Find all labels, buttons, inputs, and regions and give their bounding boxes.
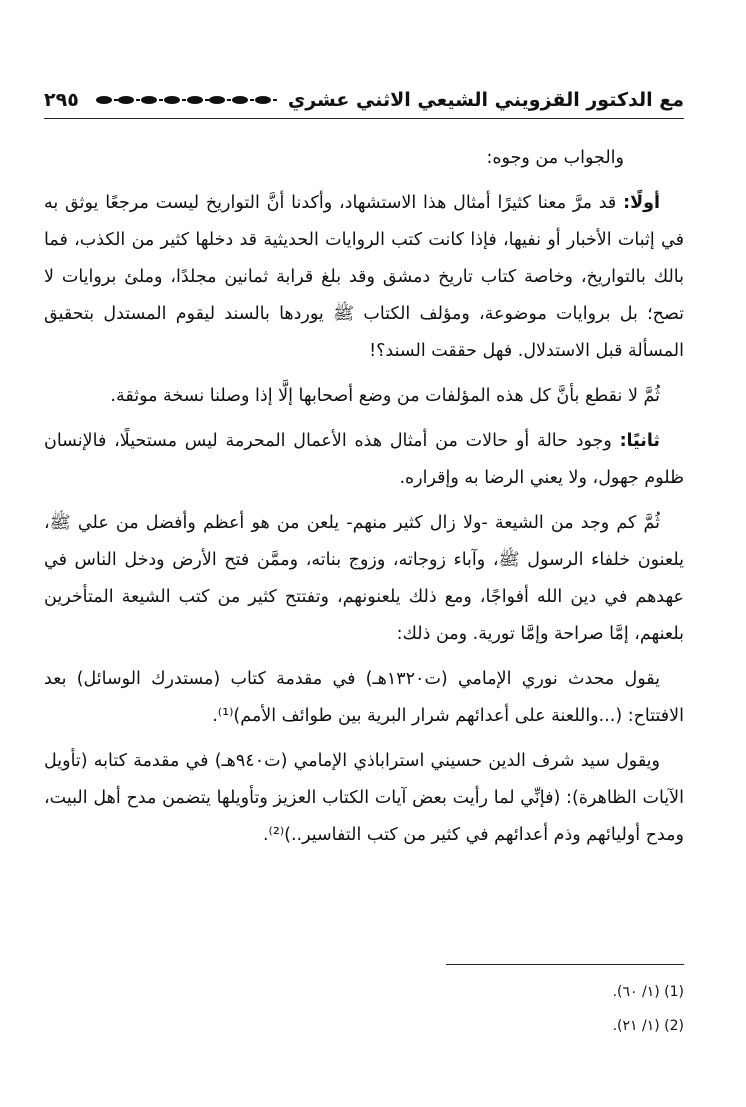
paragraph-lead: أولًا: — [623, 193, 660, 213]
paragraph-text: ثُمَّ كم وجد من الشيعة -ولا زال كثير منهم- يلعن من هو أعظم وأفضل من علي ﷺ، يلعنون خلفاء الرسول ﷺ، وآباء زوجاته، وزوج بناته، وممَّن فتح الأرض ودخل الناس في عهدهم في دين الله أفواجًا، ومع ذلك يلعنونهم، وتفتتح كثير من كتب الشيعة المتأخرين بلعنهم، إمَّا صراحة وإمَّا تورية. ومن ذلك: — [44, 513, 684, 644]
paragraph-text: يقول محدث نوري الإمامي (ت١٣٢٠هـ) في مقدمة كتاب (مستدرك الوسائل) بعد الافتتاح: (...واللعنة على أعدائهم شرار البرية بين طوائف الأمم)⁽¹⁾. — [44, 669, 684, 726]
footnote-separator — [446, 964, 684, 965]
paragraph — [44, 505, 684, 653]
paragraph — [44, 661, 684, 735]
running-header — [44, 82, 684, 119]
ornament-icon — [232, 96, 248, 104]
ornament-icon — [209, 96, 225, 104]
ornament-icon — [164, 96, 180, 104]
main-text — [44, 140, 684, 862]
footnote: (1) (١/ ٦٠). — [612, 984, 684, 1000]
paragraph-text: والجواب من وجوه: — [486, 148, 624, 168]
ornament-icon — [141, 96, 157, 104]
ornament-icon — [118, 96, 134, 104]
ornament-icon — [255, 96, 271, 104]
paragraph — [44, 140, 684, 177]
paragraph-text: وجود حالة أو حالات من أمثال هذه الأعمال المحرمة ليس مستحيلًا، فالإنسان ظلوم جهول، ولا يعني الرضا به وإقراره. — [44, 431, 684, 488]
paragraph-lead: ثانيًا: — [619, 431, 660, 451]
paragraph — [44, 185, 684, 370]
footnotes — [44, 964, 684, 1043]
paragraph — [44, 378, 684, 415]
footnote: (2) (١/ ٢١). — [612, 1018, 684, 1034]
paragraph — [44, 743, 684, 854]
paragraph-text: قد مرَّ معنا كثيرًا أمثال هذا الاستشهاد، وأكدنا أنَّ التواريخ ليست مرجعًا يوثق به في إثبات الأخبار أو نفيها، فإذا كانت كتب الروايات الحديثية قد دخلها كثير من الكذب، فما بالك بالتواريخ، وخاصة كتاب تاريخ دمشق وقد بلغ قرابة ثمانين مجلدًا، وملئ بروايات لا تصح؛ بل بروايات موضوعة، ومؤلف الكتاب ﷺ يوردها بالسند ليقوم المستدل بتحقيق المسألة قبل الاستدلال. فهل حققت السند؟! — [44, 193, 684, 361]
ornament-icon — [187, 96, 203, 104]
paragraph-text: ثُمَّ لا نقطع بأنَّ كل هذه المؤلفات من وضع أصحابها إلَّا إذا وصلنا نسخة موثقة. — [110, 386, 660, 406]
ornament-icon — [96, 96, 112, 104]
paragraph — [44, 423, 684, 497]
header-ornament-divider — [89, 96, 278, 104]
paragraph-text: ويقول سيد شرف الدين حسيني استراباذي الإمامي (ت٩٤٠هـ) في مقدمة كتابه (تأويل الآيات الظاهرة): (فإنِّي لما رأيت بعض آيات الكتاب العزيز وتأويلها يتضمن مدح أهل البيت، ومدح أوليائهم وذم أعدائهم في كثير من كتب التفاسير..)⁽²⁾. — [44, 751, 684, 845]
header-title: مع الدكتور القزويني الشيعي الاثني عشري — [287, 89, 684, 111]
page-number: ٢٩٥ — [44, 89, 79, 111]
